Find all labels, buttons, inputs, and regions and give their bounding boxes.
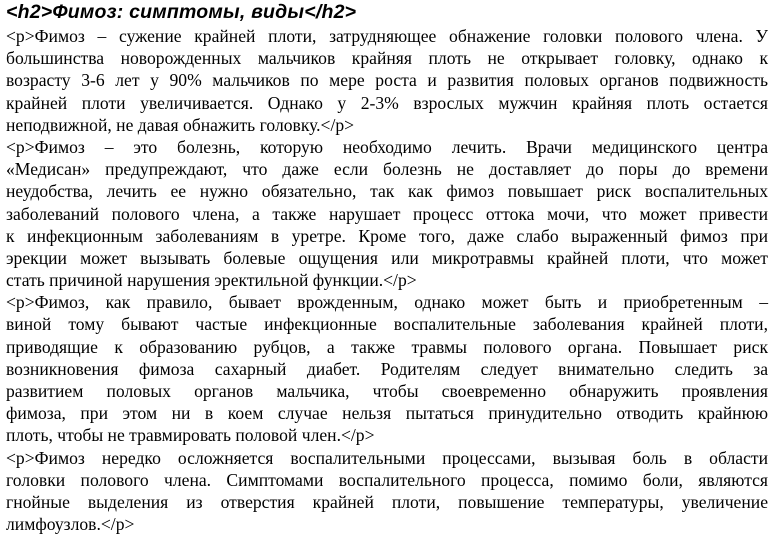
text-line: головки полового члена. Симптомами воспалительного процесса, помимо боли, являются [6, 469, 768, 490]
paragraph-3 [6, 291, 768, 446]
text-line: <p>Фимоз, как правило, бывает врожденным, однако может быть и приобретенным – [6, 292, 768, 313]
text-line: эрекции может вызывать болевые ощущения или микротравмы крайней плоти, что может [6, 247, 768, 268]
text-line: лимфоузлов.</p> [6, 514, 135, 535]
text-line: к инфекционным заболеваниям в уретре. Кроме того, даже слабо выраженный фимоз при [6, 225, 768, 246]
paragraph-2 [6, 136, 768, 291]
text-line: виной тому бывают частые инфекционные воспалительные заболевания крайней плоти, [6, 314, 768, 335]
text-line: <p>Фимоз – это болезнь, которую необходимо лечить. Врачи медицинского центра [6, 136, 768, 157]
text-line: большинства новорожденных мальчиков крайняя плоть не открывает головку, однако к [6, 48, 768, 69]
text-line: приводящие к образованию рубцов, а также травмы полового органа. Повышает риск [6, 336, 768, 357]
text-line: <p>Фимоз – сужение крайней плоти, затрудняющее обнажение головки полового члена. У [6, 26, 768, 46]
text-line: неудобства, лечить ее нужно обязательно, так как фимоз повышает риск воспалительных [6, 181, 768, 202]
text-line: крайней плоти увеличивается. Однако у 2-3% взрослых мужчин крайняя плоть остается [6, 92, 768, 113]
text-line: развитием половых органов мальчика, чтобы своевременно обнаружить проявления [6, 381, 768, 401]
text-line: плоть, чтобы не травмировать половой член.</p> [6, 425, 375, 446]
page-heading: <h2>Фимоз: симптомы, виды</h2> [6, 1, 357, 23]
text-line: фимоза, при этом ни в коем случае нельзя пытаться принудительно отводить крайнюю [6, 403, 768, 424]
paragraph-1 [6, 25, 768, 136]
text-line: гнойные выделения из отверстия крайней плоти, повышение температуры, увеличение [6, 491, 768, 512]
paragraph-4 [6, 447, 768, 535]
text-line: стать причиной нарушения эректильной функции.</p> [6, 270, 417, 291]
text-line: <p>Фимоз нередко осложняется воспалительными процессами, вызывая боль в области [6, 447, 768, 468]
text-line: неподвижной, не давая обнажить головку.</p> [6, 114, 355, 135]
text-line: заболеваний полового члена, а также нарушает процесс оттока мочи, что может привести [6, 203, 768, 224]
text-line: возникновения фимоза сахарный диабет. Родителям следует внимательно следить за [6, 358, 768, 379]
document-body [6, 0, 768, 535]
text-line: возрасту 3-6 лет у 90% мальчиков по мере роста и развития половых органов подвижность [6, 70, 768, 91]
text-line: «Медисан» предупреждают, что даже если болезнь не доставляет до поры до времени [6, 159, 768, 180]
